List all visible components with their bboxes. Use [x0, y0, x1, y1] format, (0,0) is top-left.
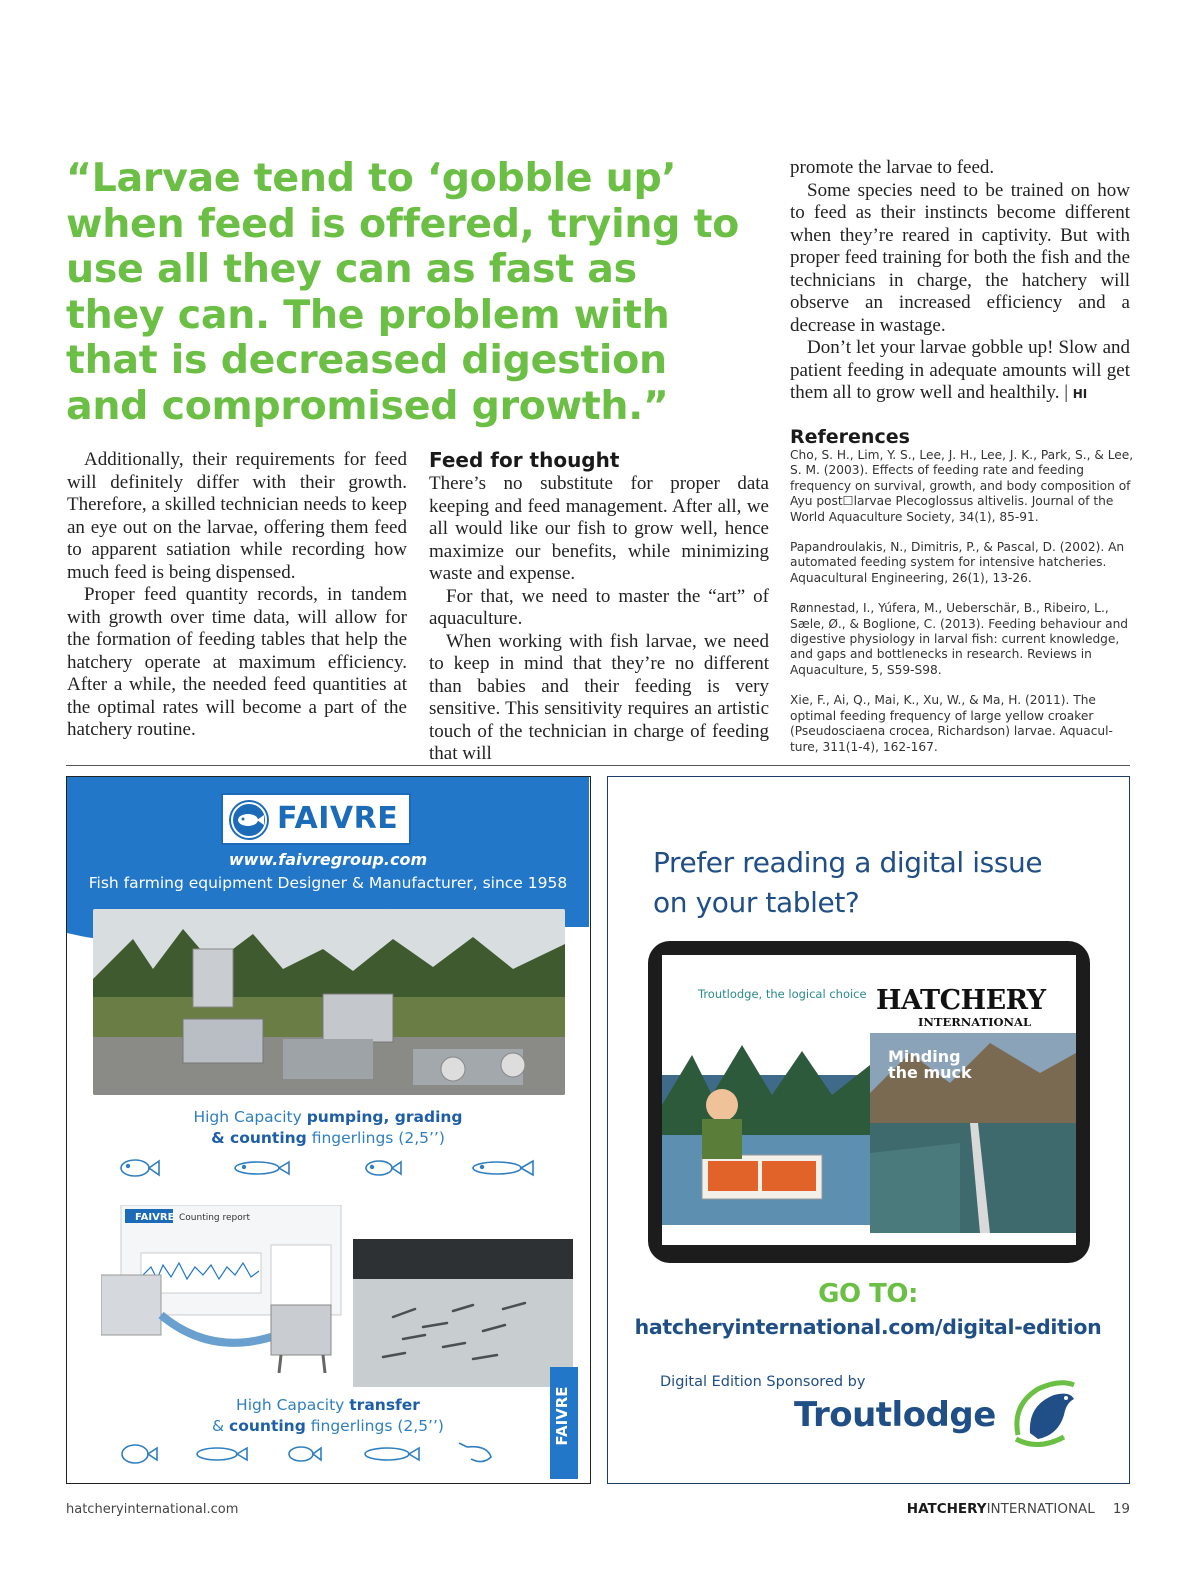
- references: [790, 426, 1135, 770]
- cover-line: Minding: [888, 1047, 961, 1066]
- cover-line: the muck: [888, 1063, 972, 1082]
- paragraph: promote the larvae to feed.: [790, 157, 995, 178]
- footer-brand: [907, 1501, 1130, 1517]
- reference-item: Xie, F., Ai, Q., Mai, K., Xu, W., & Ma, H. (2011). The optimal feeding frequency of large yellow croaker (Pseudosciaena crocea, Richardson) larvae. Aquacul-ture, 311(1-4), 162-167.: [790, 693, 1113, 754]
- faivre-url[interactable]: www.faivregroup.com: [228, 850, 428, 869]
- faivre-tagline: Fish farming equipment Designer & Manufacturer, since 1958: [88, 874, 568, 892]
- footer-brand-rest: INTERNATIONAL: [986, 1501, 1095, 1517]
- caption-bold: pumping, grading: [306, 1108, 463, 1126]
- reference-item: Rønnestad, I., Yúfera, M., Ueberschär, B., Ribeiro, L., Sæle, Ø., & Boglione, C. (2013). Feeding behaviour and digestive physiology in larval fish: current knowledge, and gaps and bottlenecks in research. Reviews in Aquaculture, 5, S59-S98.: [790, 601, 1129, 677]
- report-brand: FAIVRE: [135, 1212, 175, 1223]
- section-heading: Feed for thought: [429, 448, 620, 472]
- fish-icon: [473, 1161, 533, 1175]
- article-column-2: [429, 449, 769, 766]
- headline-line: Prefer reading a digital issue: [653, 846, 1043, 879]
- faivre-advertisement[interactable]: [66, 776, 591, 1484]
- caption-text: High Capacity: [193, 1108, 307, 1126]
- magazine-masthead-sub: INTERNATIONAL: [918, 1015, 1032, 1029]
- fish-icons-row: [107, 1439, 547, 1469]
- cover-headline: [888, 1049, 972, 1081]
- paragraph: There’s no substitute for proper data keeping and feed management. After all, we all would like our fish to grow well, hence maximize our benefits, while minimizing waste and expense.: [429, 473, 769, 584]
- digital-edition-url[interactable]: hatcheryinternational.com/digital-edition: [634, 1315, 1102, 1339]
- footer-brand-bold: HATCHERY: [906, 1501, 987, 1517]
- caption-text: High Capacity: [236, 1396, 350, 1414]
- digital-edition-advertisement[interactable]: [607, 776, 1130, 1484]
- report-title: Counting report: [179, 1213, 250, 1223]
- caption-bold: & counting: [211, 1129, 307, 1147]
- pull-quote: “Larvae tend to ‘gobble up’ when feed is offered, trying to use all they can as fast as they can. The problem with that is decreased digestion and compromised growth.”: [66, 155, 739, 429]
- sponsor-label: Digital Edition Sponsored by: [660, 1374, 866, 1390]
- paragraph: When working with fish larvae, we need to keep in mind that they’re no different than babies and their feeding is very sensitive. This sensitivity requires an artistic touch of the technician in charge of feeding that will: [429, 630, 769, 764]
- caption-text: &: [212, 1417, 230, 1435]
- go-to-label: GO TO:: [818, 1279, 918, 1309]
- end-mark: HI: [1072, 387, 1088, 401]
- reference-item: Cho, S. H., Lim, Y. S., Lee, J. H., Lee, J. K., Park, S., & Lee, S. M. (2003). Effects of feeding rate and feeding frequency on survival, growth, and body composition of Ayu post☐larvae Plecoglossus altivelis. Journal of the World Aquaculture Society, 34(1), 85-91.: [790, 448, 1134, 524]
- fish-icon: [289, 1447, 321, 1461]
- fish-icon: [121, 1160, 159, 1176]
- tablet-right-page: [870, 955, 1076, 1245]
- caption-bold: transfer: [349, 1396, 420, 1414]
- counting-machine-photo: [101, 1205, 351, 1375]
- troutlodge-fish-logo-icon: [1008, 1375, 1082, 1453]
- fish-icon: [197, 1448, 247, 1460]
- paragraph: For that, we need to master the “art” of aquaculture.: [429, 585, 769, 629]
- reference-item: Papandroulakis, N., Dimitris, P., & Pascal, D. (2002). An automated feeding system for intensive hatcheries. Aquacultural Engineering, 26(1), 13-26.: [790, 540, 1125, 585]
- paragraph: [790, 337, 1130, 406]
- caption-transfer-counting: [67, 1395, 589, 1437]
- headline-line: on your tablet?: [653, 886, 860, 919]
- article-column-1: [67, 449, 407, 742]
- fish-icon: [235, 1162, 289, 1174]
- troutlodge-wordmark: Troutlodge: [794, 1395, 996, 1435]
- faivre-wordmark: FAIVRE: [277, 801, 399, 836]
- tablet-screen: [662, 955, 1076, 1245]
- caption-text: fingerlings (2,5’’): [306, 1129, 445, 1147]
- caption-text: fingerlings (2,5’’): [305, 1417, 444, 1435]
- tablet-left-page: [662, 955, 870, 1245]
- ad-headline: [653, 843, 1093, 923]
- references-heading: References: [790, 426, 910, 448]
- side-label: FAIVRE: [553, 1386, 571, 1446]
- tablet-device: [648, 941, 1090, 1263]
- faivre-logo: [221, 793, 411, 845]
- caption-bold: counting: [229, 1417, 306, 1435]
- paragraph: Additionally, their requirements for feed will definitely differ with their growth. Therefore, a skilled technician needs to keep an eye out on the larvae, offering them feed to apparent satiation while recording how much feed is being dispensed.: [67, 449, 407, 583]
- paragraph: Proper feed quantity records, in tandem with growth over time data, will allow for the formation of feeding tables that help the hatchery operate at maximum efficiency. After a while, the needed feed quantities at the optimal rates will become a part of the hatchery routine.: [67, 584, 407, 740]
- fish-badge-icon: [229, 800, 269, 840]
- fish-icons-row: [107, 1153, 547, 1183]
- faivre-side-tab: [550, 1367, 578, 1479]
- caption-pumping-grading: [67, 1107, 589, 1149]
- page-number: 19: [1112, 1501, 1130, 1517]
- article-column-3: [790, 157, 1130, 406]
- shrimp-icon: [459, 1443, 491, 1462]
- fingerlings-photo: [353, 1239, 573, 1387]
- paragraph-text: Don’t let your larvae gobble up! Slow and patient feeding in adequate amounts will get them all to grow well and healthily. |: [790, 337, 1130, 403]
- divider-rule: [66, 765, 1130, 766]
- footer-site: hatcheryinternational.com: [66, 1502, 239, 1517]
- paragraph: Some species need to be trained on how to feed as their instincts become different when they’re reared in captivity. But with proper feed training for both the fish and the technicians in charge, the hatchery will observe an increased efficiency and a decrease in wastage.: [790, 179, 1130, 336]
- hatchery-equipment-photo: [93, 909, 565, 1095]
- tablet-page-title: Troutlodge, the logical choice: [698, 987, 867, 1001]
- magazine-masthead: HATCHERY: [876, 985, 1046, 1016]
- fish-icon: [122, 1445, 157, 1463]
- fish-icon: [365, 1448, 419, 1460]
- fish-icon: [366, 1161, 401, 1175]
